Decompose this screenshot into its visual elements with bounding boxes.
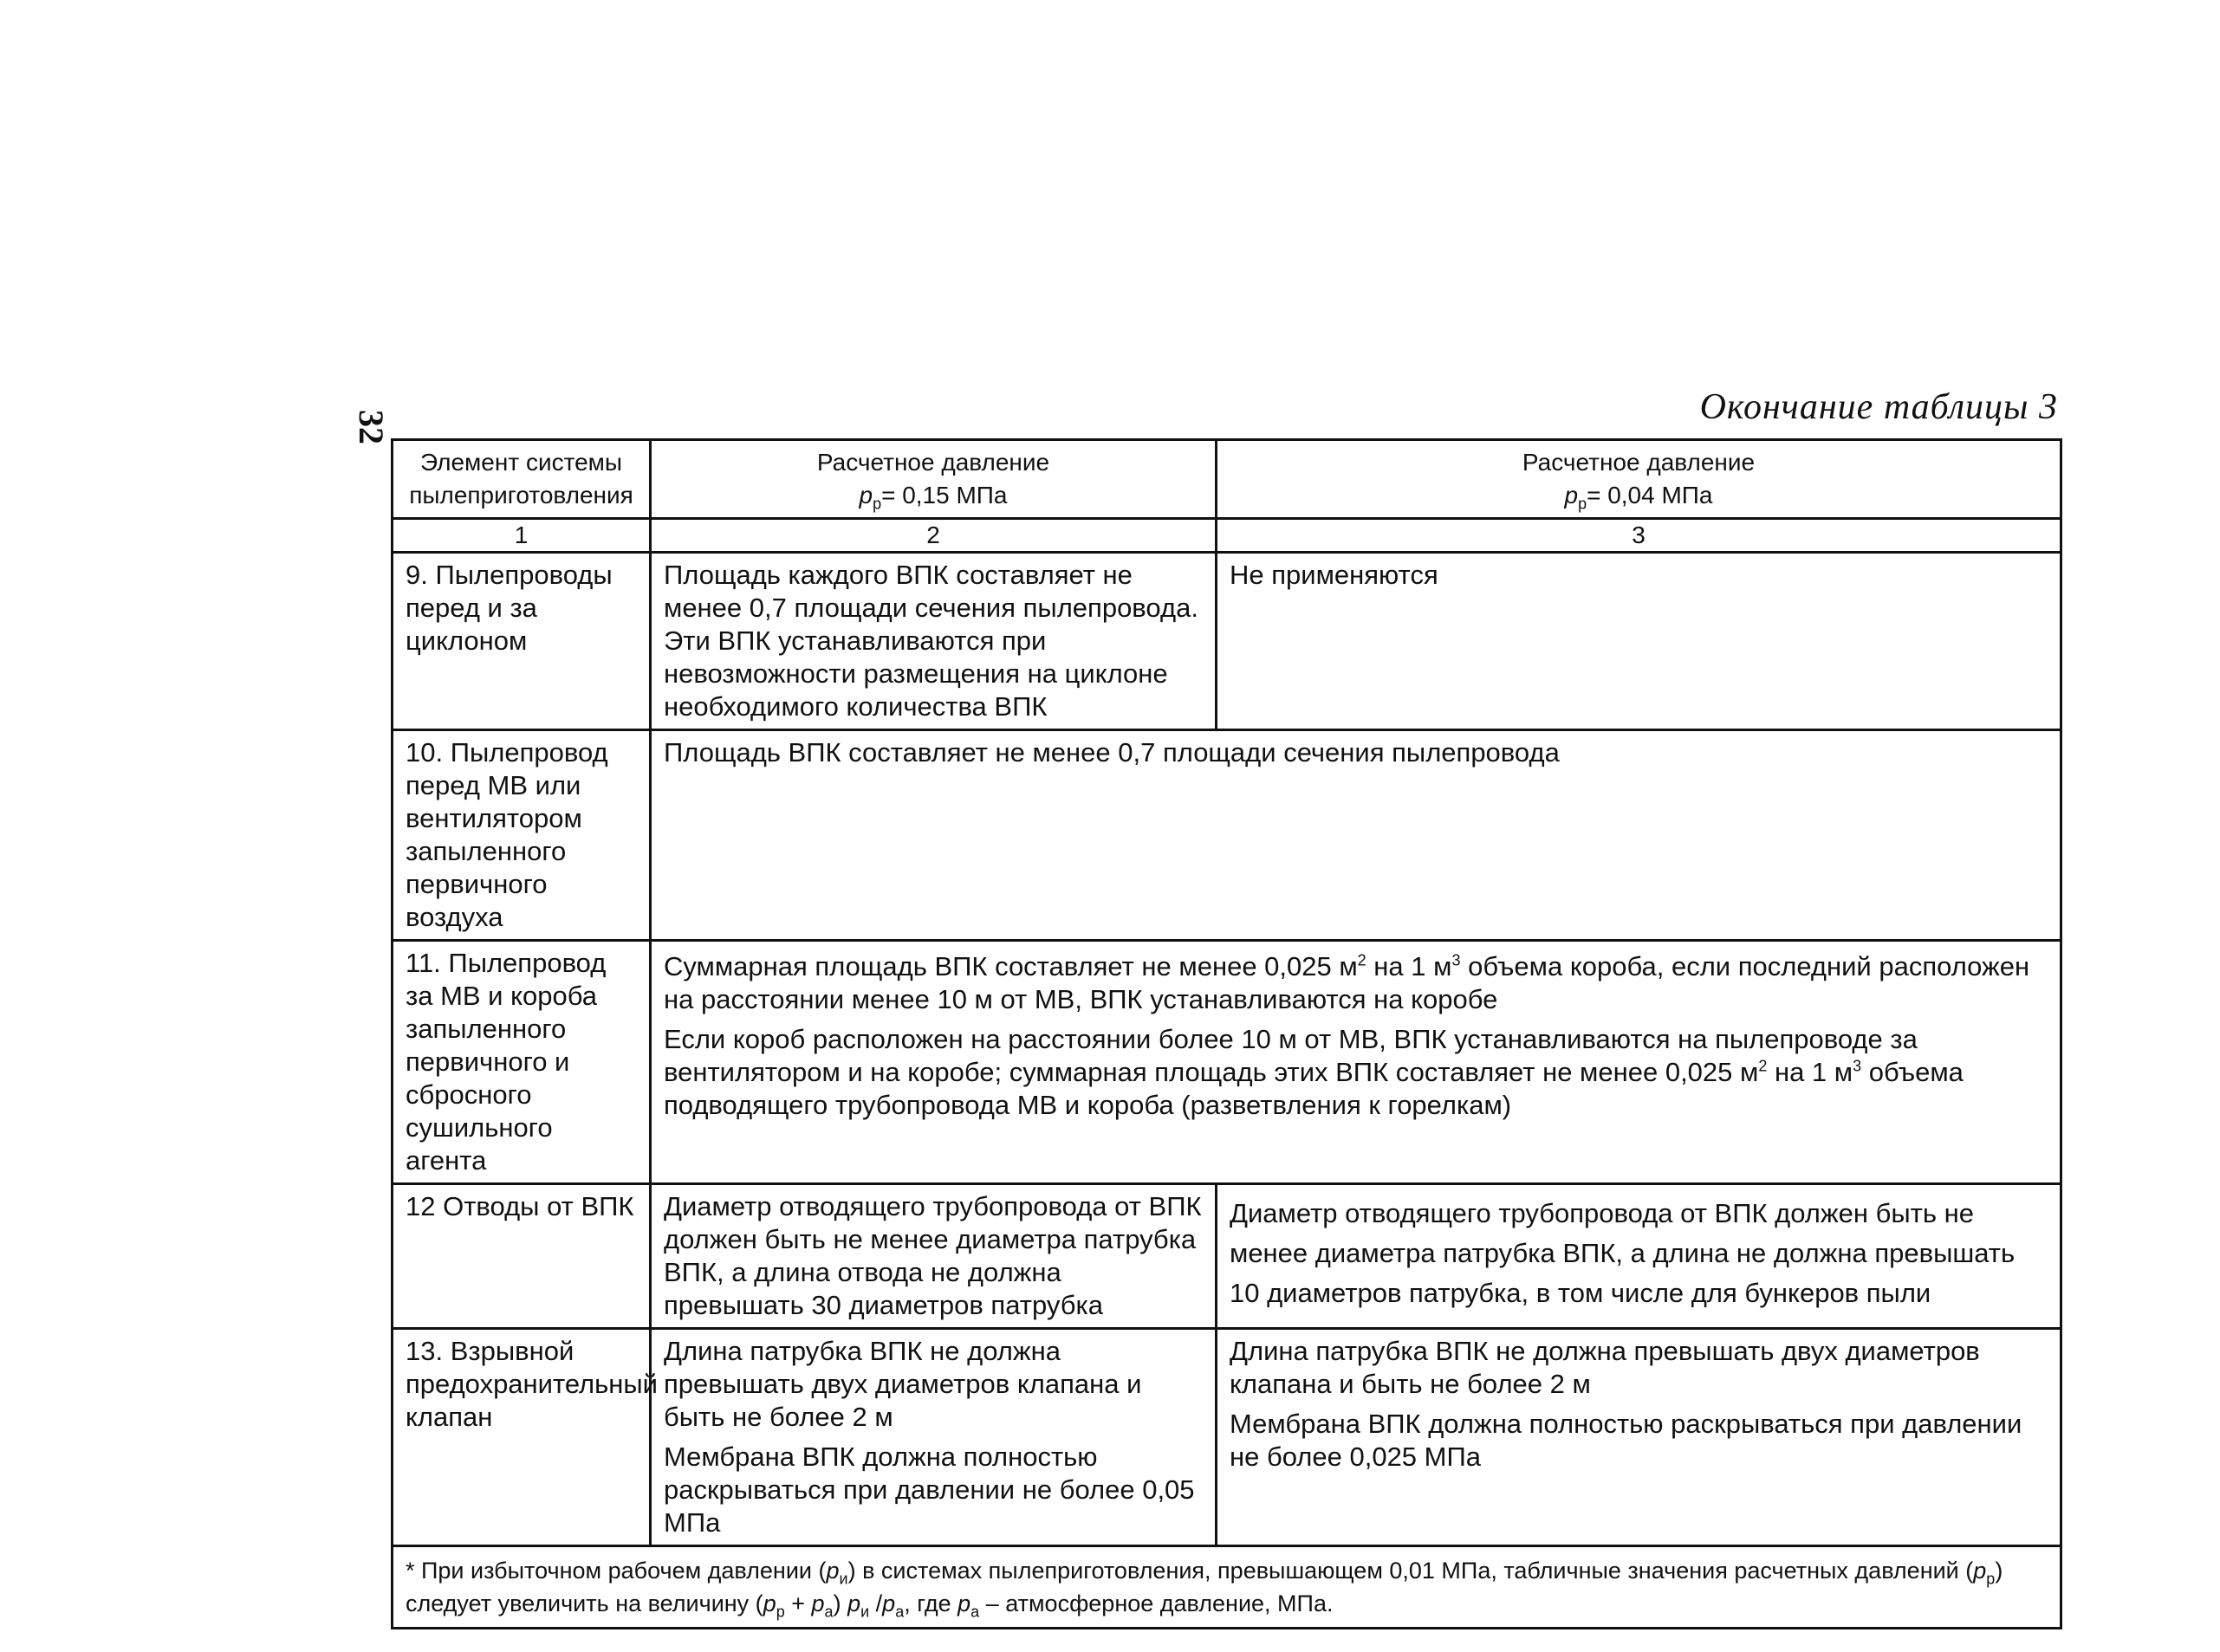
fn-19: p: [957, 1590, 971, 1616]
col-number-1: 1: [393, 519, 651, 553]
row11-p1-a: Суммарная площадь ВПК составляет не менее 0,025 м: [664, 951, 1358, 981]
table-row: [393, 553, 2061, 730]
fn-12: ): [833, 1590, 848, 1616]
column-number-row: [393, 519, 2061, 553]
header-col3-value: = 0,04 МПа: [1587, 482, 1713, 509]
row9-col2: Площадь каждого ВПК составляет не менее 0,7 площади сечения пылепровода. Эти ВПК устанавливаются при невозможности размещения на циклоне необходимого количества ВПК: [651, 553, 1217, 730]
fn-1: p: [826, 1558, 840, 1584]
header-col1: [393, 440, 651, 519]
fn-11: а: [824, 1603, 834, 1621]
row12-element: 12 Отводы от ВПК: [393, 1184, 651, 1329]
row12-col2: Диаметр отводящего трубопровода от ВПК должен быть не менее диаметра патрубка ВПК, а длина отвода не должна превышать 30 диаметров патрубка: [651, 1184, 1217, 1329]
row11-p1-c: объема короба, если последний расположен на расстоянии менее 10 м от МВ, ВПК устанавливаются на коробе: [664, 951, 2030, 1014]
table-row: [393, 1184, 2061, 1329]
row13-col2-paragraph1: Длина патрубка ВПК не должна превышать двух диаметров клапана и быть не более 2 м: [664, 1336, 1142, 1432]
fn-5: р: [1986, 1570, 1996, 1588]
row11-p2-sup2: 3: [1853, 1057, 1862, 1075]
row11-p2-c: объема подводящего трубопровода МВ и короба (разветвления к горелкам): [664, 1057, 1964, 1120]
fn-14: и: [860, 1603, 870, 1621]
row13-col2: [651, 1329, 1217, 1546]
header-col1-line1: Элемент системы: [419, 449, 623, 476]
row11-merged: [651, 941, 2061, 1184]
row11-p2-sup1: 2: [1758, 1057, 1768, 1075]
header-col3-line1: Расчетное давление: [1522, 449, 1756, 476]
header-col2-value: = 0,15 МПа: [881, 482, 1008, 509]
fn-3: ) в системах пылеприготовления, превышающем 0,01 МПа, табличные значения расчетных давлений (: [847, 1558, 1974, 1584]
fn-10: p: [811, 1590, 825, 1616]
header-row: [393, 440, 2061, 519]
fn-13: p: [847, 1590, 861, 1616]
row11-paragraph2: [664, 1023, 2048, 1122]
table-row: [393, 941, 2061, 1184]
header-col2-line1: Расчетное давление: [816, 449, 1050, 476]
continuation-title: Окончание таблицы 3: [1699, 387, 2058, 427]
row9-col3: Не применяются: [1217, 553, 2061, 730]
fn-15: /: [869, 1590, 883, 1616]
header-col2: [651, 440, 1217, 519]
fn-2: и: [839, 1570, 848, 1588]
fn-9: +: [784, 1590, 812, 1616]
fn-20: а: [970, 1603, 980, 1621]
row13-col3: [1217, 1329, 2061, 1546]
header-col1-line2: пылеприготовления: [409, 482, 633, 509]
col-number-3: 3: [1217, 519, 2061, 553]
fn-7: p: [763, 1590, 776, 1616]
header-col3: [1217, 440, 2061, 519]
row12-col3: Диаметр отводящего трубопровода от ВПК должен быть не менее диаметра патрубка ВПК, а длина не должна превышать 10 диаметров патрубка, в том числе для бункеров пыли: [1217, 1184, 2061, 1329]
header-col3-sub: р: [1578, 495, 1587, 513]
fn-0: * При избыточном рабочем давлении (: [406, 1558, 827, 1584]
requirements-table: [391, 438, 2062, 1629]
fn-6: ) следует увеличить на величину (: [406, 1558, 2003, 1616]
table-row: [393, 730, 2061, 941]
row13-element: 13. Взрывной предохранительный клапан: [393, 1329, 651, 1546]
table-row: [393, 1329, 2061, 1546]
fn-16: p: [882, 1590, 896, 1616]
row13-col3-paragraph2: Мембрана ВПК должна полностью раскрываться при давлении не более 0,025 МПа: [1230, 1409, 2022, 1472]
row13-col2-paragraph2: Мембрана ВПК должна полностью раскрываться при давлении не более 0,05 МПа: [664, 1441, 1195, 1538]
header-col2-sub: р: [873, 495, 882, 513]
row10-merged: Площадь ВПК составляет не менее 0,7 площади сечения пылепровода: [651, 730, 2061, 941]
row11-p1-b: на 1 м: [1366, 951, 1452, 981]
row11-element: 11. Пылепровод за МВ и короба запыленного первичного и сбросного сушильного агента: [393, 941, 651, 1184]
fn-17: а: [895, 1603, 905, 1621]
col-number-2: 2: [651, 519, 1217, 553]
header-col2-symbol: p: [859, 482, 873, 509]
row11-p1-sup1: 2: [1357, 951, 1366, 969]
footnote-row: [393, 1546, 2061, 1629]
fn-4: p: [1973, 1558, 1987, 1584]
row9-element: 9. Пылепроводы перед и за циклоном: [393, 553, 651, 730]
row13-col3-paragraph1: Длина патрубка ВПК не должна превышать двух диаметров клапана и быть не более 2 м: [1230, 1336, 1980, 1399]
fn-18: , где: [904, 1590, 958, 1616]
fn-8: р: [776, 1603, 785, 1621]
row11-paragraph1: [664, 950, 2048, 1016]
header-col3-symbol: p: [1564, 482, 1579, 509]
row11-p2-b: на 1 м: [1767, 1057, 1853, 1087]
fn-21: – атмосферное давление, МПа.: [979, 1590, 1334, 1616]
row10-element: 10. Пылепровод перед МВ или вентилятором запыленного первичного воздуха: [393, 730, 651, 941]
row11-p1-sup2: 3: [1451, 951, 1461, 969]
footnote: [393, 1546, 2061, 1629]
row11-p2-a: Если короб расположен на расстоянии более 10 м от МВ, ВПК устанавливаются на пылепроводе за вентилятором и на коробе; суммарная площадь этих ВПК составляет не менее 0,025 м: [664, 1024, 1918, 1087]
page-number: 32: [352, 410, 391, 444]
